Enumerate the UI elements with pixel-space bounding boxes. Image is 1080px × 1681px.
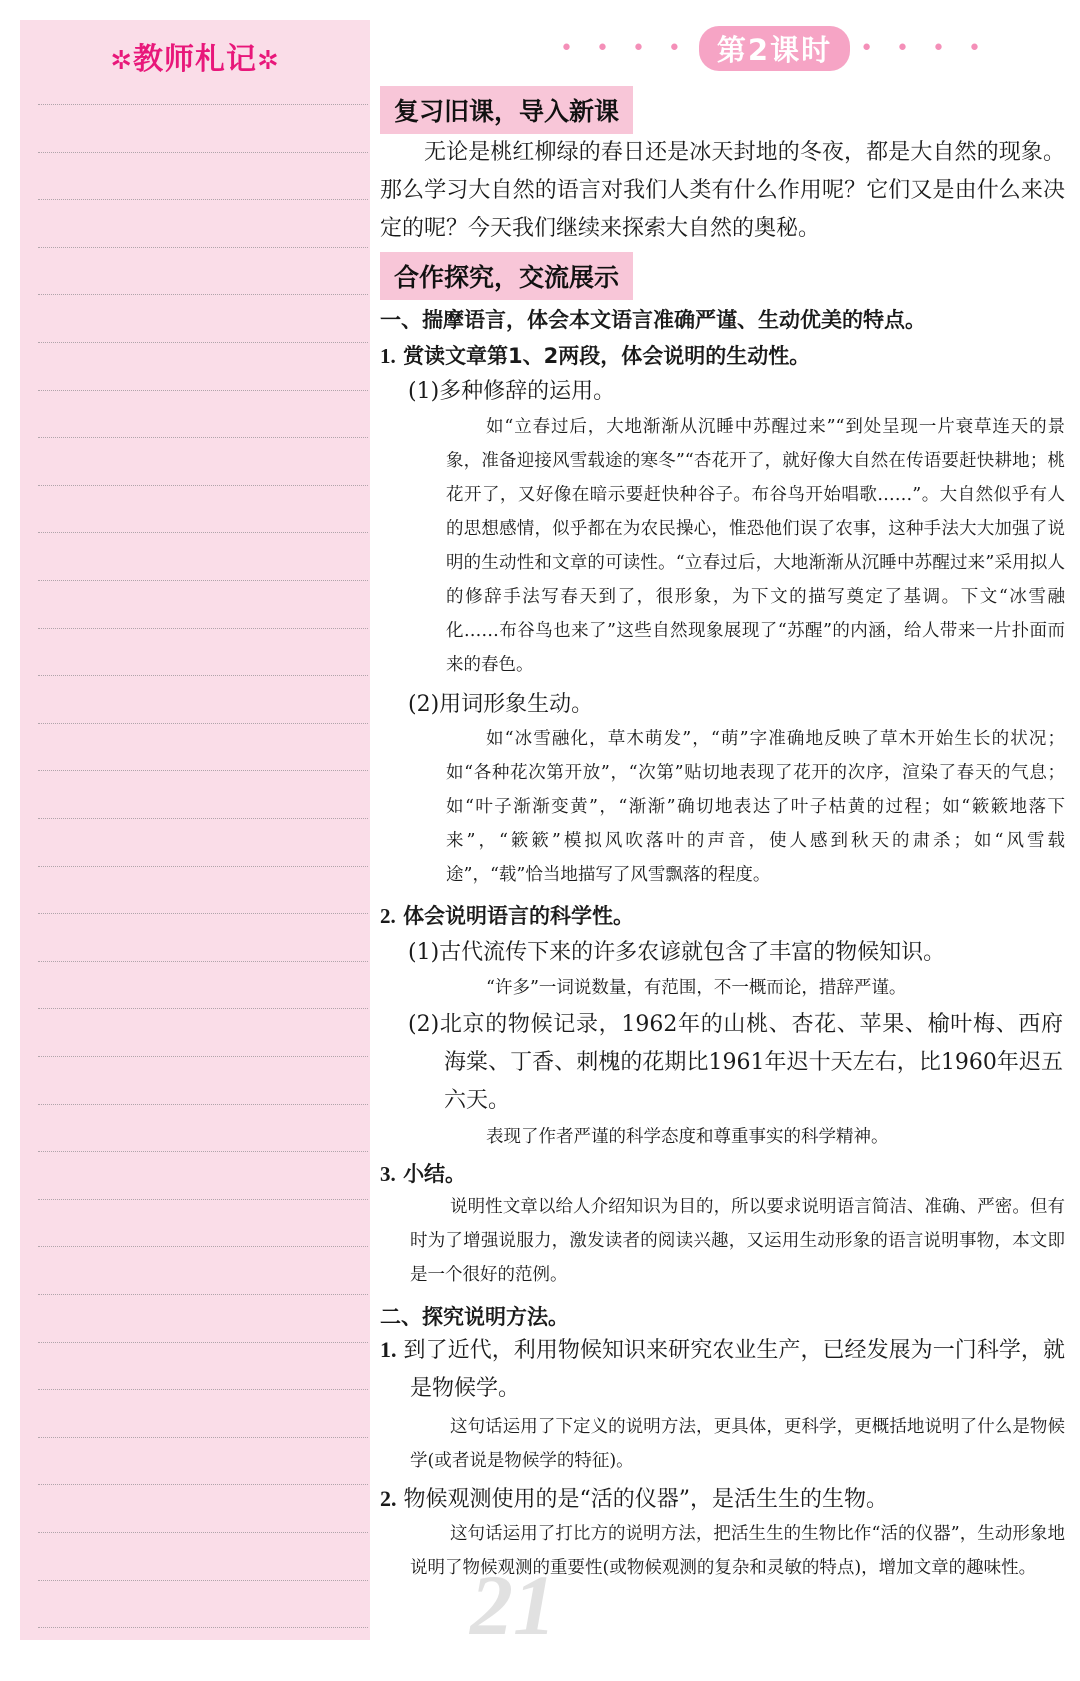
note-line: [38, 1199, 368, 1200]
item-text: 到了近代，利用物候知识来研究农业生产，已经发展为一门科学，就是物候学。: [403, 1338, 1065, 1401]
note-line: [38, 1294, 368, 1295]
note-line: [38, 485, 368, 486]
item-number: 1.: [380, 344, 396, 368]
part2-q2: [380, 1480, 1065, 1519]
part1-q2-a: (1)古代流传下来的许多农谚就包含了丰富的物候知识。: [408, 940, 946, 965]
item-number: 2.: [380, 1486, 397, 1511]
item-text: 赏读文章第1、2两段，体会说明的生动性。: [403, 344, 811, 368]
note-line: [38, 1151, 368, 1152]
note-line: [38, 104, 368, 105]
sidebar-title: [20, 34, 370, 78]
section-heading-cooperation: 合作探究，交流展示: [380, 252, 633, 300]
part2-q1: [380, 1331, 1065, 1408]
note-line: [38, 1437, 368, 1438]
note-line: [38, 390, 368, 391]
note-line: [38, 1389, 368, 1390]
section-heading-review: 复习旧课，导入新课: [380, 86, 633, 134]
note-line: [38, 437, 368, 438]
part1-q3-text: 说明性文章以给人介绍知识为目的，所以要求说明语言简洁、准确、严密。但有时为了增强说服力，激发读者的阅读兴趣，又运用生动形象的语言说明事物，本文即是一个很好的范例。: [410, 1197, 1065, 1285]
part1-title: 一、揣摩语言，体会本文语言准确严谨、生动优美的特点。: [380, 308, 926, 332]
review-paragraph: 无论是桃红柳绿的春日还是冰天封地的冬夜，都是大自然的现象。那么学习大自然的语言对我们人类有什么作用呢？它们又是由什么来决定的呢？今天我们继续来探索大自然的奥秘。: [380, 140, 1065, 241]
item-number: 3.: [380, 1162, 396, 1186]
note-line: [38, 1580, 368, 1581]
part1-q2: [380, 900, 1065, 930]
part2-title: 二、探究说明方法。: [380, 1305, 569, 1329]
note-line: [38, 770, 368, 771]
part1-q1-b-text: 如“冰雪融化，草木萌发”，“萌”字准确地反映了草木开始生长的状况；如“各种花次第开放”，“次第”贴切地表现了花开的次序，渲染了春天的气息；如“叶子渐渐变黄”，“渐渐”确切地表达了叶子枯黄的过程；如“簌簌地落下来”，“簌簌”模拟风吹落叶的声音，使人感到秋天的肃杀；如“风雪载途”，“载”恰当地描写了风雪飘落的程度。: [446, 729, 1065, 885]
note-line: [38, 1008, 368, 1009]
part1-q1-a-text: 如“立春过后，大地渐渐从沉睡中苏醒过来”“到处呈现一片衰草连天的景象，准备迎接风雪载途的寒冬”“杏花开了，就好像大自然在传语要赶快耕地；桃花开了，又好像在暗示要赶快种谷子。布谷鸟开始唱歌……”。大自然似乎有人的思想感情，似乎都在为农民操心，惟恐他们误了农事，这种手法大大加强了说明的生动性和文章的可读性。“立春过后，大地渐渐从沉睡中苏醒过来”采用拟人的修辞手法写春天到了，很形象，为下文的描写奠定了基调。下文“冰雪融化……布谷鸟也来了”这些自然现象展现了“苏醒”的内涵，给人带来一片扑面而来的春色。: [446, 417, 1065, 675]
flower-icon: ✲: [110, 46, 133, 76]
part1-q1-b: (2)用词形象生动。: [408, 692, 594, 717]
sidebar-title-text: 教师札记: [133, 42, 257, 77]
note-line: [38, 1484, 368, 1485]
lesson-badge: 第2课时: [699, 26, 850, 71]
part2-q1-text: 这句话运用了下定义的说明方法，更具体，更科学，更概括地说明了什么是物候学(或者说是物候学的特征)。: [410, 1417, 1065, 1471]
note-line: [38, 723, 368, 724]
note-line: [38, 628, 368, 629]
note-line: [38, 818, 368, 819]
part1-q2-b-text: 表现了作者严谨的科学态度和尊重事实的科学精神。: [486, 1127, 889, 1147]
note-line: [38, 866, 368, 867]
note-line: [38, 580, 368, 581]
note-line: [38, 1627, 368, 1628]
note-line: [38, 1342, 368, 1343]
note-line: [38, 1246, 368, 1247]
part1-q1-a: (1)多种修辞的运用。: [408, 379, 616, 404]
item-text: 体会说明语言的科学性。: [403, 904, 635, 928]
decor-dots: • • • •: [860, 35, 989, 61]
part1-q2-b: (2)北京的物候记录，1962年的山桃、杏花、苹果、榆叶梅、西府海棠、丁香、刺槐的花期比1961年迟十天左右，比1960年迟五六天。: [408, 1012, 1063, 1113]
note-line: [38, 152, 368, 153]
item-number: 1.: [380, 1337, 397, 1362]
note-line: [38, 1056, 368, 1057]
note-line: [38, 247, 368, 248]
note-line: [38, 532, 368, 533]
note-line: [38, 913, 368, 914]
note-line: [38, 294, 368, 295]
note-line: [38, 1532, 368, 1533]
item-text: 物候观测使用的是“活的仪器”，是活生生的生物。: [403, 1487, 888, 1512]
note-line: [38, 1104, 368, 1105]
part2-q2-text: 这句话运用了打比方的说明方法，把活生生的生物比作“活的仪器”，生动形象地说明了物候观测的重要性(或物候观测的复杂和灵敏的特点)，增加文章的趣味性。: [410, 1524, 1065, 1578]
note-line: [38, 199, 368, 200]
note-line: [38, 675, 368, 676]
note-line: [38, 961, 368, 962]
flower-icon: ✲: [257, 46, 280, 76]
part1-q1: [380, 340, 1065, 370]
lesson-header: [560, 26, 989, 70]
part1-q2-a-text: “许多”一词说数量，有范围，不一概而论，措辞严谨。: [486, 978, 907, 998]
note-line: [38, 342, 368, 343]
teacher-notes-sidebar: [20, 20, 370, 1640]
page-number: 21: [470, 1557, 556, 1653]
item-number: 2.: [380, 904, 396, 928]
decor-dots: • • • •: [560, 35, 689, 61]
part1-q3: [380, 1158, 1065, 1188]
item-text: 小结。: [403, 1162, 467, 1186]
